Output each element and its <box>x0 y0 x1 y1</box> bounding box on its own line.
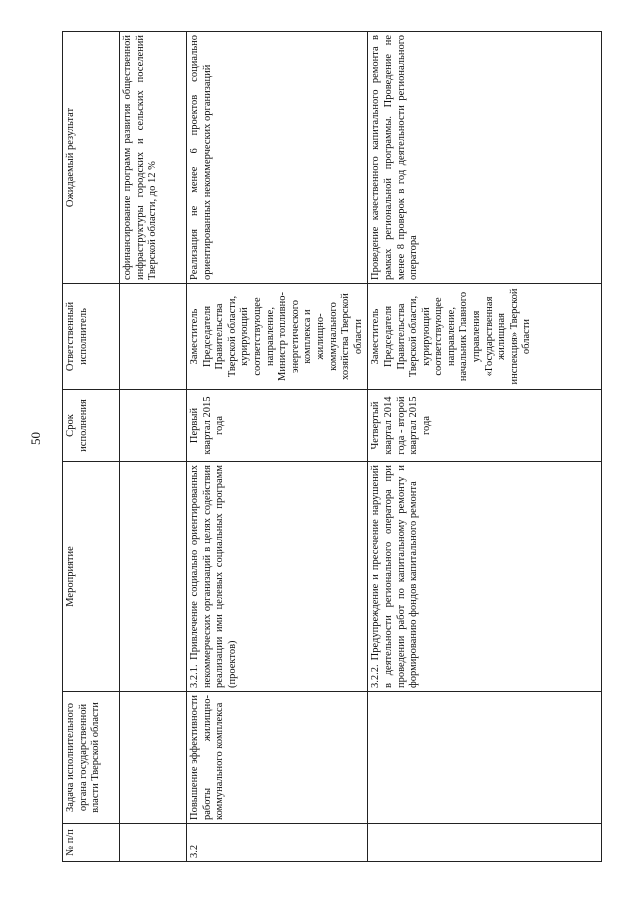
cell-executor: Заместитель Председателя Правительства Тверской области, курирующий соответствующее направление, начальник Главного управления «Государственная жилищная инспекция» Тверской области <box>368 284 602 390</box>
rotated-table-container <box>62 32 602 862</box>
table-row <box>120 32 187 862</box>
header-deadline: Срок исполнения <box>63 390 120 462</box>
table-row <box>368 32 602 862</box>
cell-task <box>120 692 187 824</box>
measures-table <box>62 31 602 862</box>
cell-num <box>120 824 187 862</box>
cell-num: 3.2 <box>187 824 368 862</box>
page-number: 50 <box>28 432 43 445</box>
cell-result: Проведение качественного капитального ремонта в рамках региональной программы. Проведение не менее 8 проверок в год деятельности регионального оператора <box>368 32 602 284</box>
cell-num <box>368 824 602 862</box>
header-num: № п/п <box>63 824 120 862</box>
cell-executor: Заместитель Председателя Правительства Тверской области, курирующий соответствующее направление, Министр топливно-энергетического комплекса и жилищно-коммунального хозяйства Тверской области <box>187 284 368 390</box>
cell-result: софинансирование программ развития общественной инфраструктуры городских и сельских поселений Тверской области, до 12 % <box>120 32 187 284</box>
header-executor: Ответственный исполнитель <box>63 284 120 390</box>
header-task: Задача исполнительного органа государственной власти Тверской области <box>63 692 120 824</box>
header-result: Ожидаемый результат <box>63 32 120 284</box>
cell-measure <box>120 462 187 692</box>
cell-measure: 3.2.2. Предупреждение и пресечение нарушений в деятельности регионального оператора при проведении работ по капитальному ремонту и формированию фондов капитального ремонта <box>368 462 602 692</box>
cell-deadline: Первый квартал 2015 года <box>187 390 368 462</box>
cell-deadline: Четвертый квартал 2014 года - второй квартал 2015 года <box>368 390 602 462</box>
table-row <box>187 32 368 862</box>
cell-measure: 3.2.1. Привлечение социально ориентированных некоммерческих организаций в целях содействия реализации ими целевых социальных программ (проектов) <box>187 462 368 692</box>
cell-result: Реализация не менее 6 проектов социально ориентированных некоммерческих организаций <box>187 32 368 284</box>
table-header-row <box>63 32 120 862</box>
cell-executor <box>120 284 187 390</box>
cell-deadline <box>120 390 187 462</box>
cell-task: Повышение эффективности работы жилищно-коммунального комплекса <box>187 692 368 824</box>
cell-task <box>368 692 602 824</box>
header-measure: Мероприятие <box>63 462 120 692</box>
